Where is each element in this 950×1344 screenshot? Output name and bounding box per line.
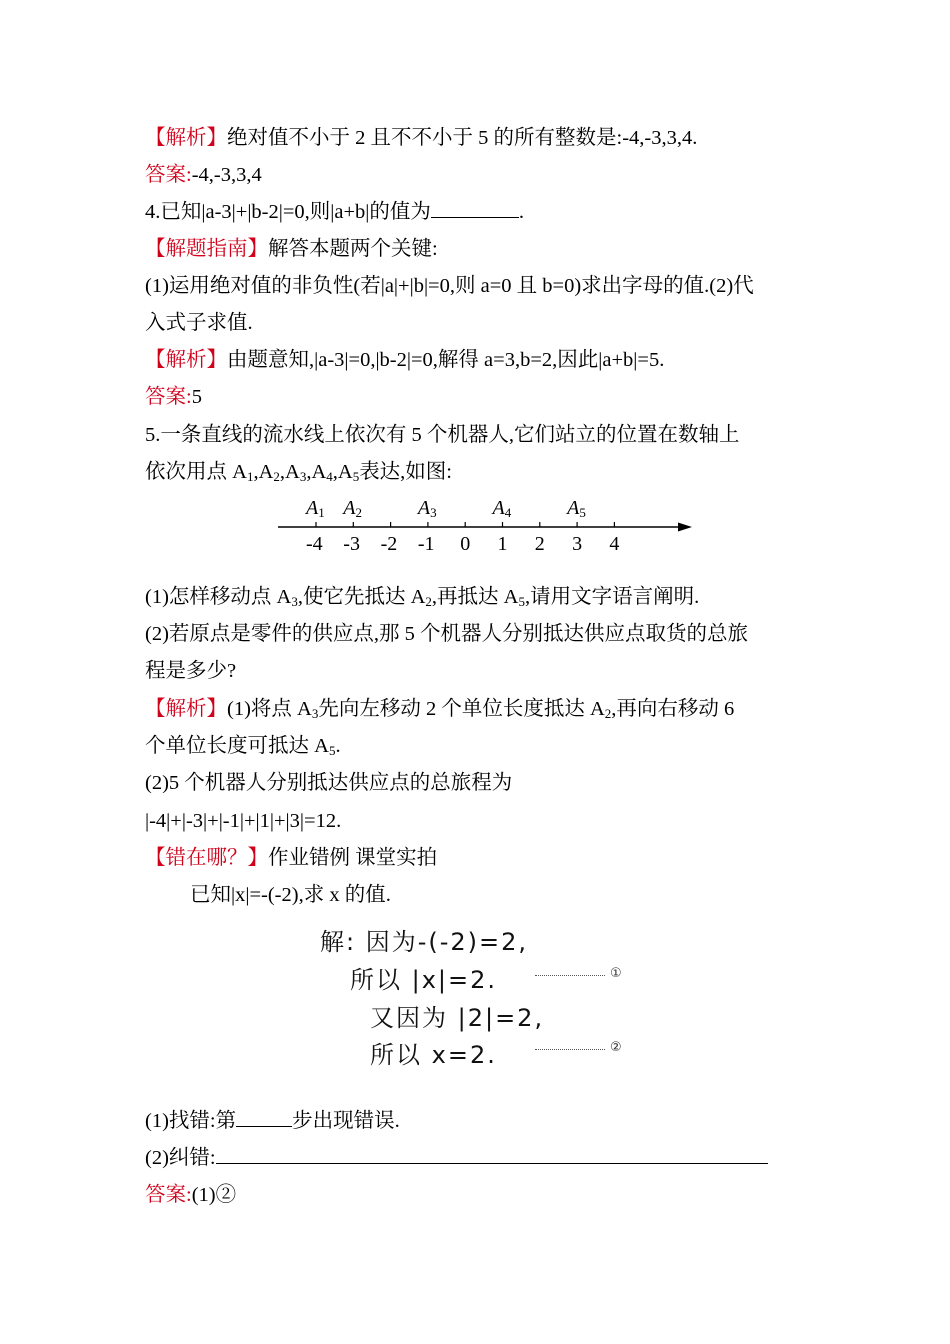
analysis-tag: 【解析】 bbox=[145, 127, 227, 149]
number-line-svg bbox=[270, 495, 700, 565]
sub: 2 bbox=[425, 594, 432, 609]
a5-text: |-4|+|-3|+|-1|+|1|+|3|=12. bbox=[145, 810, 342, 832]
point-label: $A_1$ bbox=[306, 497, 325, 520]
sq2-cont-text: 程是多少? bbox=[145, 660, 237, 682]
sub: 2 bbox=[604, 706, 612, 721]
tick-label: 3 bbox=[572, 533, 583, 555]
answer-line-2 bbox=[145, 383, 202, 411]
question-4-text: 4.已知|a-3|+|b-2|=0,则|a+b|的值为 bbox=[145, 201, 431, 223]
sub: 3 bbox=[299, 469, 307, 484]
point-label: $A_2$ bbox=[343, 497, 363, 520]
sq1-b: ,使它先抵达 A bbox=[297, 586, 426, 608]
error-title-text: 作业错例 课堂实拍 bbox=[268, 847, 438, 869]
guide-step-2 bbox=[145, 309, 253, 337]
error-section-title bbox=[145, 844, 437, 872]
sub-question-2-cont bbox=[145, 657, 236, 685]
question-5-cont: 依次用点 $A_1,A_2,A_3,A_4,A_5$表达,如图: bbox=[145, 461, 453, 484]
sq2-text: (2)若原点是零件的供应点,那 5 个机器人分别抵达供应点取货的总旅 bbox=[145, 623, 749, 645]
point-label: $A_4$ bbox=[492, 497, 512, 520]
step-blank bbox=[236, 1108, 292, 1127]
tick-label: 1 bbox=[497, 533, 508, 555]
hand-line-2: 所以 |x|=2. bbox=[350, 966, 498, 994]
correct-error-text: (2)纠错: bbox=[145, 1147, 216, 1169]
guide-line bbox=[145, 235, 438, 263]
hand-line-3: 又因为 |2|=2, bbox=[370, 1004, 545, 1032]
analysis-line-4 bbox=[145, 769, 512, 797]
sub-question-1 bbox=[145, 583, 699, 611]
answer-blank bbox=[431, 199, 519, 218]
correct-error-line bbox=[145, 1144, 768, 1172]
tick-label: -1 bbox=[417, 533, 435, 555]
a3-cont-b: . bbox=[335, 735, 341, 757]
question-5-cont-text: 依次用点 A bbox=[145, 461, 247, 483]
answer-text: -4,-3,3,4 bbox=[191, 164, 262, 186]
analysis-text: 由题意知,|a-3|=0,|b-2|=0,解得 a=3,b=2,因此|a+b|=5. bbox=[227, 349, 665, 371]
sub: 3 bbox=[311, 706, 319, 721]
analysis-line-2 bbox=[145, 346, 664, 374]
question-4-end: . bbox=[518, 201, 525, 223]
sub: 2 bbox=[273, 469, 280, 484]
handwritten-solution bbox=[320, 920, 640, 1080]
marker-1: ① bbox=[610, 966, 622, 981]
sub: 1 bbox=[246, 469, 254, 484]
leader-1 bbox=[535, 975, 605, 976]
analysis-line-3 bbox=[145, 695, 734, 723]
tick-label: -3 bbox=[343, 533, 360, 555]
point-label: $A_5$ bbox=[567, 497, 586, 520]
guide-text: 解答本题两个关键: bbox=[268, 238, 438, 260]
a3-cont-a: 个单位长度可抵达 A bbox=[145, 735, 329, 757]
number-line-figure bbox=[270, 495, 700, 565]
analysis-tag: 【解析】 bbox=[145, 349, 227, 371]
marker-2: ② bbox=[610, 1040, 622, 1055]
find-error-b: 步出现错误. bbox=[292, 1110, 400, 1132]
hand-line-4: 所以 x=2. bbox=[370, 1041, 497, 1069]
sub: 3 bbox=[291, 594, 298, 609]
tick-label: -2 bbox=[380, 533, 398, 555]
sub: 5 bbox=[328, 743, 336, 758]
ticks-group bbox=[316, 522, 614, 527]
question-4 bbox=[145, 198, 524, 226]
analysis-line-5 bbox=[145, 807, 341, 835]
analysis-line-1 bbox=[145, 124, 697, 152]
axis-arrow-icon bbox=[678, 523, 692, 532]
guide-step-1 bbox=[145, 272, 754, 300]
find-error-a: (1)找错:第 bbox=[145, 1110, 237, 1132]
a4-text: (2)5 个机器人分别抵达供应点的总旅程为 bbox=[145, 772, 513, 794]
a3-b: 先向左移动 2 个单位长度抵达 A bbox=[318, 698, 605, 720]
answer-tag: 答案: bbox=[145, 1184, 192, 1206]
correction-blank bbox=[216, 1145, 768, 1164]
a3-a: (1)将点 A bbox=[227, 698, 312, 720]
guide-step-1-text: (1)运用绝对值的非负性(若|a|+|b|=0,则 a=0 且 b=0)求出字母的值.(2)代 bbox=[145, 275, 754, 297]
point-label: $A_3$ bbox=[417, 497, 437, 520]
analysis-line-3-cont bbox=[145, 732, 341, 760]
leader-2 bbox=[535, 1049, 605, 1050]
guide-tag: 【解题指南】 bbox=[145, 238, 268, 260]
answer-line-3 bbox=[145, 1181, 236, 1209]
hand-line-1: 解: 因为-(-2)=2, bbox=[320, 928, 529, 956]
answer-text: (1)② bbox=[191, 1184, 237, 1206]
sub: 5 bbox=[518, 594, 525, 609]
answer-text: 5 bbox=[191, 386, 202, 408]
analysis-tag: 【解析】 bbox=[145, 698, 227, 720]
sq1-a: (1)怎样移动点 A bbox=[145, 586, 292, 608]
question-5-text: 5.一条直线的流水线上依次有 5 个机器人,它们站立的位置在数轴上 bbox=[145, 424, 740, 446]
sq1-d: ,请用文字语言阐明. bbox=[524, 586, 700, 608]
answer-line-1 bbox=[145, 161, 262, 189]
error-tag: 【错在哪？】 bbox=[145, 847, 268, 869]
question-5 bbox=[145, 421, 740, 449]
sub: 4 bbox=[326, 469, 333, 484]
find-error-line bbox=[145, 1107, 400, 1135]
tick-label: -4 bbox=[306, 533, 323, 555]
answer-tag: 答案: bbox=[145, 164, 192, 186]
error-question bbox=[190, 881, 391, 909]
guide-step-2-text: 入式子求值. bbox=[145, 312, 253, 334]
analysis-text: 绝对值不小于 2 且不不小于 5 的所有整数是:-4,-3,3,4. bbox=[227, 127, 698, 149]
error-question-text: 已知|x|=-(-2),求 x 的值. bbox=[190, 884, 391, 906]
sq1-c: ,再抵达 A bbox=[431, 586, 519, 608]
question-5-cont-rest: 表达,如图: bbox=[359, 461, 453, 483]
tick-label: 2 bbox=[534, 533, 545, 555]
a3-c: ,再向右移动 6 bbox=[611, 698, 735, 720]
answer-tag: 答案: bbox=[145, 386, 192, 408]
tick-label: 0 bbox=[460, 533, 471, 555]
sub: 5 bbox=[352, 469, 360, 484]
tick-label: 4 bbox=[609, 533, 620, 555]
sub-question-2 bbox=[145, 620, 748, 648]
